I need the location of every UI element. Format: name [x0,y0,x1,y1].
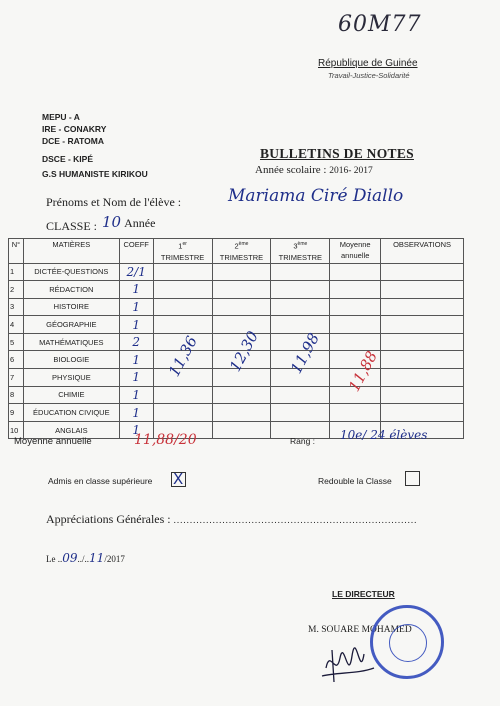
date-year: 2017 [106,554,125,564]
t1-label: TRIMESTRE [160,252,205,262]
table-row [9,298,464,316]
row-observation-cell [381,281,464,299]
col-header-coef: COEFF [119,239,153,264]
row-subject: MATHÉMATIQUES [23,333,119,351]
row-t1-cell [153,298,212,316]
row-t2-cell [212,404,271,422]
table-row [9,281,464,299]
col-header-t1 [153,239,212,264]
row-t1-cell [153,281,212,299]
stamp-inner-ring [389,624,427,662]
document-title: BULLETINS DE NOTES [260,146,414,161]
redouble-label: Redouble la Classe [318,476,392,486]
coefficient-value: 1 [132,387,140,402]
row-t3-cell [271,281,330,299]
grades-table [8,238,464,439]
row-annual-cell [330,281,381,299]
coefficient-value: 1 [132,352,140,367]
school-stamp [370,605,444,679]
row-annual-cell [330,298,381,316]
row-t3-cell [271,386,330,404]
t1-ordinal-suffix: er [182,241,187,247]
t2-ordinal: 2 [234,241,239,251]
row-subject: HISTOIRE [23,298,119,316]
annual-average-cell: 11,88 [345,348,382,395]
t2-ordinal-suffix: ème [238,241,249,247]
row-observation-cell [381,333,464,351]
row-coefficient [119,351,153,369]
student-name-value: Mariama Ciré Diallo [228,186,404,206]
appreciations-label: Appréciations Générales : ........................................................................... [46,512,418,526]
class-label: CLASSE : [46,219,98,233]
redouble-checkbox[interactable] [405,471,420,486]
col-header-number: N° [9,239,24,264]
row-t2-cell [212,281,271,299]
admis-label: Admis en classe supérieure [48,476,153,486]
t3-average: 11,98 [287,330,324,377]
row-number: 7 [9,369,24,387]
row-observation-cell [381,386,464,404]
row-t2-cell [212,263,271,281]
row-annual-cell [330,316,381,334]
t2-label: TRIMESTRE [219,252,264,262]
rank-value: 10e/ 24 élèves [340,428,428,442]
row-coefficient [119,404,153,422]
row-t3-cell [271,316,330,334]
admin-line-dsce: DSCE - KIPÉ [42,154,94,164]
row-subject: CHIMIE [23,386,119,404]
school-year-value: 2016- 2017 [329,166,373,176]
row-annual-cell [330,404,381,422]
row-number: 2 [9,281,24,299]
row-number: 3 [9,298,24,316]
row-t2-cell [212,298,271,316]
row-annual-cell [330,263,381,281]
school-name: G.S HUMANISTE KIRIKOU [42,169,148,179]
row-subject: GÉOGRAPHIE [23,316,119,334]
table-row [9,316,464,334]
row-observation-cell [381,404,464,422]
class-value [102,213,155,231]
row-t1-cell [153,316,212,334]
date-day: 09 [62,551,78,565]
row-subject: ÉDUCATION CIVIQUE [23,404,119,422]
col-header-t3 [271,239,330,264]
row-coefficient [119,298,153,316]
col-header-annual-average: Moyenne annuelle [330,239,381,264]
row-subject: RÉDACTION [23,281,119,299]
coefficient-value: 2 [132,335,140,350]
t2-average: 12,30 [226,328,263,375]
annual-average-label: Moyenne annuelle [14,436,92,447]
row-number: 4 [9,316,24,334]
school-year [255,164,373,176]
t3-ordinal-suffix: ème [297,241,308,247]
document-reference-number: 60M77 [338,12,422,37]
t1-ordinal: 1 [178,241,183,251]
row-number: 9 [9,404,24,422]
coefficient-value: 1 [132,282,140,297]
table-row [9,386,464,404]
t3-label: TRIMESTRE [278,252,322,262]
row-number: 10 [9,421,24,439]
row-coefficient [119,263,153,281]
row-t3-cell [271,298,330,316]
row-number: 8 [9,386,24,404]
col-header-t2 [212,239,271,264]
row-subject: PHYSIQUE [23,369,119,387]
row-coefficient [119,333,153,351]
coefficient-value: 2/1 [126,264,146,279]
row-number: 1 [9,263,24,281]
row-annual-cell [330,333,381,351]
coefficient-value: 1 [132,299,140,314]
rank-label: Rang : [290,436,316,446]
row-observation-cell [381,298,464,316]
coefficient-value: 1 [132,317,140,332]
row-t3-cell [271,404,330,422]
row-t3-cell [271,263,330,281]
row-observation-cell [381,263,464,281]
row-t2-cell [212,316,271,334]
national-motto: Travail-Justice-Solidarité [328,71,410,80]
t1-average: 11,36 [165,333,202,380]
table-row [9,263,464,281]
row-t2-cell [212,421,271,439]
table-row [9,404,464,422]
row-t1-cell [153,386,212,404]
class-number: 10 [102,213,122,231]
coefficient-value: 1 [132,405,140,420]
row-coefficient [119,316,153,334]
row-number: 6 [9,351,24,369]
date-label: Le [46,554,56,564]
admin-line-ire: IRE - CONAKRY [42,124,107,134]
school-year-label: Année scolaire : [255,164,327,176]
t3-ordinal: 3 [293,241,298,251]
row-observation-cell [381,351,464,369]
row-subject: DICTÉE-QUESTIONS [23,263,119,281]
director-signature [318,628,378,688]
row-t1-cell [153,263,212,281]
row-subject: ANGLAIS [23,421,119,439]
admin-line-mepu: MEPU - A [42,112,80,122]
row-t1-cell [153,404,212,422]
col-header-subject: MATIÈRES [23,239,119,264]
admis-checkbox[interactable] [171,472,186,487]
row-observation-cell [381,316,464,334]
row-coefficient [119,369,153,387]
appreciations-text: Appréciations Générales : [46,512,171,526]
row-coefficient [119,386,153,404]
col-header-observations: OBSERVATIONS [381,239,464,264]
row-observation-cell [381,369,464,387]
admin-line-dce: DCE - RATOMA [42,136,105,146]
row-subject: BIOLOGIE [23,351,119,369]
director-name: M. SOUARE MOHAMED [308,625,412,635]
class-suffix: Année [124,216,156,230]
admis-check-mark: X [173,470,184,488]
republic-name: République de Guinée [318,58,418,69]
row-t2-cell [212,386,271,404]
student-name-label: Prénoms et Nom de l'élève : [46,195,182,209]
coefficient-value: 1 [132,423,140,438]
director-title: LE DIRECTEUR [332,589,395,599]
row-coefficient [119,281,153,299]
date-line: Le ..09../..11/2017 [46,551,125,565]
date-month: 11 [89,551,105,565]
annual-average-value: 11,88/20 [134,432,197,448]
row-number: 5 [9,333,24,351]
coefficient-value: 1 [132,370,140,385]
